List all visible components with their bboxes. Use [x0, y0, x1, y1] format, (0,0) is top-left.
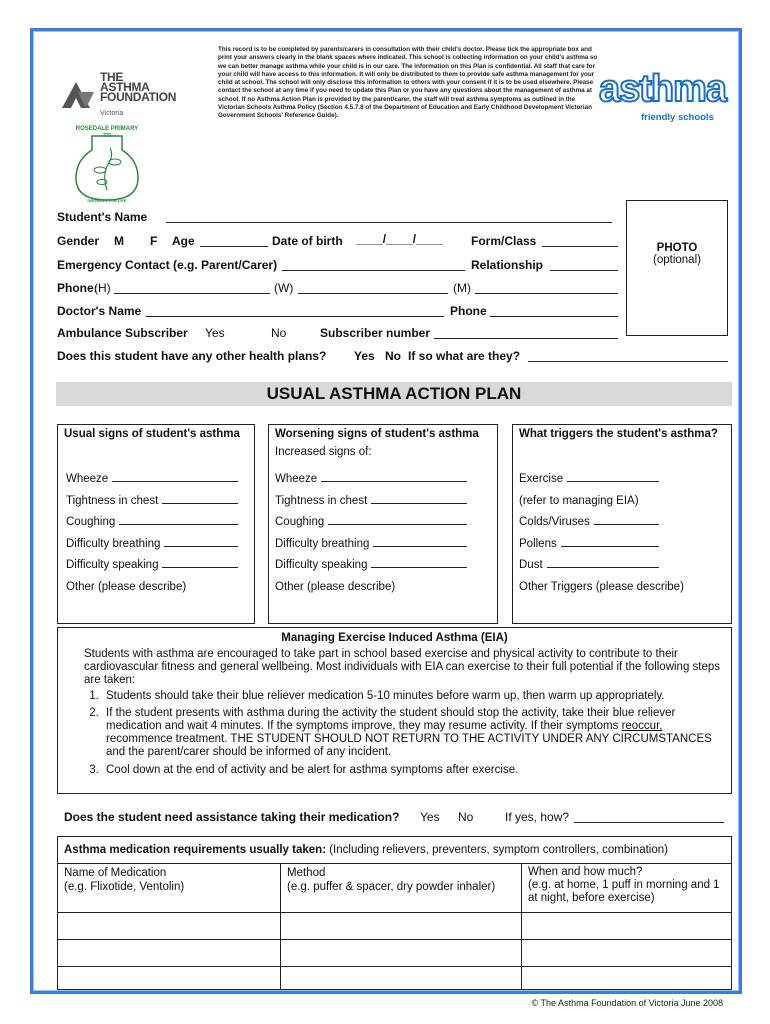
- worsening-sign-item[interactable]: [275, 469, 467, 491]
- ambulance-yes-option[interactable]: Yes: [205, 326, 225, 340]
- worsening-sign-item-field[interactable]: [328, 514, 467, 525]
- usual-sign-item-label: Difficulty breathing: [66, 537, 161, 550]
- photo-box[interactable]: [626, 200, 728, 336]
- worsening-signs-box: [268, 424, 498, 624]
- usual-sign-item-field[interactable]: [119, 514, 238, 525]
- copyright: © The Asthma Foundation of Victoria June 2008: [531, 998, 723, 1008]
- photo-optional-label: (optional): [653, 254, 701, 266]
- worsening-sign-item-label: Coughing: [275, 516, 325, 528]
- dob-label: Date of birth: [272, 234, 343, 248]
- assist-yes-option[interactable]: Yes: [420, 810, 440, 824]
- usual-sign-item-label: Wheeze: [66, 473, 109, 485]
- eia-step-2: [102, 707, 724, 760]
- gender-f-option[interactable]: F: [150, 234, 158, 248]
- worsening-sign-item[interactable]: [275, 491, 467, 513]
- student-name-label: Student's Name: [57, 210, 148, 224]
- subscriber-number-label: Subscriber number: [320, 326, 431, 340]
- worsening-sign-item-field[interactable]: [371, 557, 467, 568]
- phone-home-field[interactable]: [114, 281, 270, 294]
- worsening-sign-item-label: Tightness in chest: [275, 494, 368, 507]
- usual-sign-item-field[interactable]: [164, 536, 238, 547]
- afs-word: asthma: [599, 68, 727, 110]
- eia-step-3: 3. Cool down at the end of activity and be alert for asthma symptoms after exercise.: [102, 764, 724, 777]
- worsening-sign-item[interactable]: [275, 534, 467, 556]
- medication-col-name-title: Name of Medication: [64, 867, 167, 879]
- phone-work-label: (W): [274, 281, 294, 295]
- medication-entry-cell[interactable]: [58, 913, 281, 940]
- trigger-item[interactable]: [519, 534, 684, 556]
- medication-heading-row: [58, 837, 732, 864]
- worsening-sign-item[interactable]: [275, 512, 467, 534]
- health-plans-if-so-label: If so what are they?: [408, 349, 521, 363]
- trigger-item-field[interactable]: [547, 557, 659, 568]
- usual-sign-item-label: Coughing: [66, 516, 116, 528]
- usual-signs-title: Usual signs of student's asthma: [64, 428, 240, 440]
- health-plans-yes-option[interactable]: Yes: [354, 349, 375, 363]
- eia-body: [84, 648, 724, 781]
- medication-entry-cell[interactable]: [281, 967, 522, 990]
- trigger-item[interactable]: [519, 555, 684, 577]
- medication-entry-cell[interactable]: [281, 940, 522, 967]
- worsening-sign-item-field[interactable]: [373, 536, 467, 547]
- usual-sign-item-field[interactable]: [112, 471, 238, 482]
- usual-sign-item[interactable]: [66, 577, 238, 599]
- trigger-item-label: Pollens: [519, 537, 557, 550]
- medication-col-when: [522, 864, 732, 913]
- medication-entry-cell[interactable]: [522, 940, 732, 967]
- medication-entry-cell[interactable]: [522, 967, 732, 990]
- eia-title: Managing Exercise Induced Asthma (EIA): [281, 632, 508, 644]
- trigger-item[interactable]: [519, 577, 684, 599]
- phone-mobile-label: (M): [453, 281, 471, 295]
- medication-col-method: [281, 864, 522, 913]
- trigger-item-field[interactable]: [594, 514, 659, 525]
- usual-signs-list: [66, 469, 238, 598]
- trigger-item-field[interactable]: [561, 536, 659, 547]
- trigger-item-label: Exercise: [519, 473, 564, 485]
- triggers-title: What triggers the student's asthma?: [519, 428, 718, 440]
- age-field[interactable]: [200, 234, 268, 247]
- doctor-name-label: Doctor's Name: [57, 304, 142, 318]
- worsening-sign-item[interactable]: [275, 577, 467, 599]
- usual-sign-item-field[interactable]: [162, 493, 238, 504]
- medication-col-name-sub: (e.g. Flixotide, Ventolin): [64, 881, 185, 893]
- medication-heading-rest: (Including relievers, preventers, symptom controllers, combination): [326, 844, 668, 856]
- age-label: Age: [172, 234, 195, 248]
- ambulance-no-option[interactable]: No: [271, 326, 287, 340]
- eia-step-1: 1. Students should take their blue reliever medication 5-10 minutes before warm up, then warm up appropriately.: [102, 690, 724, 703]
- asthma-foundation-logo: [60, 72, 190, 120]
- emergency-contact-label: Emergency Contact (e.g. Parent/Carer): [57, 258, 278, 272]
- medication-col-method-title: Method: [287, 867, 326, 879]
- relationship-field[interactable]: [550, 258, 618, 271]
- medication-entry-cell[interactable]: [58, 967, 281, 990]
- medication-entry-cell[interactable]: [522, 913, 732, 940]
- foundation-line-1: THE: [100, 70, 124, 84]
- ambulance-label: Ambulance Subscriber: [57, 326, 188, 340]
- trigger-item-label: Dust: [519, 559, 543, 571]
- eia-step-2-part-a: If the student presents with asthma during the activity the student should stop the activity, take their blue reliever medication and wait 4 minutes. If the symptoms improve, they may resume activity. If their symptoms: [106, 706, 676, 733]
- trigger-item-field[interactable]: [567, 471, 659, 482]
- doctor-phone-field[interactable]: [490, 304, 618, 317]
- trigger-item[interactable]: [519, 491, 684, 513]
- plan-heading: USUAL ASTHMA ACTION PLAN: [266, 384, 522, 403]
- emergency-contact-field[interactable]: [282, 258, 465, 271]
- worsening-signs-list: [275, 469, 467, 598]
- health-plans-no-option[interactable]: No: [385, 349, 401, 363]
- foundation-line-3: FOUNDATION: [100, 90, 177, 104]
- intro-text: This record is to be completed by parents/carers in consultation with their child's doctor. Please tick the appropriate box and print your answers clearly in the blank spaces where indicated. This school is collecting information on your child's asthma so we can better manage asthma while your child is in our care. The information on this Plan is confidential. All staff that care for your child will have access to this information. It will only be distributed to them to provide safe asthma management for your child at school. The school will only disclose this information to others with your consent if it is to be used elsewhere. Please contact the school at any time if you need to update this Plan or you have any questions about the management of asthma at school. If no Asthma Action Plan is provided by the parent/carer, the staff will treat asthma symptoms as outlined in the Victorian Schools Asthma Policy (Section 4.5.7.8 of the Department of Education and Early Childhood Development Victorian Government Schools' Reference Guide).: [218, 46, 598, 119]
- worsening-signs-subtitle: Increased signs of:: [275, 446, 372, 458]
- assist-question: Does the student need assistance taking their medication?: [64, 810, 400, 824]
- doctor-phone-label: Phone: [450, 304, 487, 318]
- foundation-mark-icon: [60, 78, 96, 114]
- form-class-field[interactable]: [542, 234, 618, 247]
- assist-how-field[interactable]: [574, 810, 724, 823]
- medication-col-when-sub: (e.g. at home, 1 puff in morning and 1 at night, before exercise): [528, 879, 720, 904]
- usual-sign-item-field[interactable]: [162, 557, 238, 568]
- health-plans-field[interactable]: [528, 349, 728, 362]
- gender-m-option[interactable]: M: [114, 234, 124, 248]
- school-crest: [64, 120, 150, 204]
- relationship-label: Relationship: [471, 258, 544, 272]
- doctor-name-field[interactable]: [146, 304, 444, 317]
- usual-sign-item[interactable]: [66, 555, 238, 577]
- phone-label: Phone:: [57, 281, 98, 295]
- eia-intro: Students with asthma are encouraged to take part in school based exercise and physical activity to contribute to their cardiovascular fitness and general wellbeing. Most individuals with EIA can exercise to their full potential if the following steps are taken:: [84, 648, 721, 687]
- eia-step-2-part-b: recommence treatment. THE STUDENT SHOULD NOT RETURN TO THE ACTIVITY UNDER ANY CIRCUMSTANCES and the parent/carer should be informed of any incident.: [106, 733, 712, 759]
- triggers-list: [519, 469, 684, 598]
- phone-work-field[interactable]: [298, 281, 448, 294]
- student-name-row: [57, 210, 147, 224]
- medication-table: [57, 836, 732, 990]
- medication-entry-cell[interactable]: [281, 913, 522, 940]
- plan-heading-bar: [56, 382, 732, 406]
- foundation-state: Victoria: [100, 110, 124, 117]
- worsening-sign-item-field[interactable]: [371, 493, 467, 504]
- worsening-sign-item-label: Difficulty speaking: [275, 559, 368, 571]
- school-number: 770: [102, 133, 112, 139]
- trigger-item[interactable]: [519, 469, 684, 491]
- trigger-item-label: Other Triggers (please describe): [519, 580, 684, 593]
- usual-sign-item-label: Tightness in chest: [66, 494, 159, 507]
- medication-entry-row: [58, 967, 732, 990]
- trigger-item[interactable]: [519, 512, 684, 534]
- dob-field[interactable]: ____/____/____: [356, 232, 443, 246]
- medication-col-name: [58, 864, 281, 913]
- phone-mobile-field[interactable]: [475, 281, 618, 294]
- usual-sign-item-label: Difficulty speaking: [66, 559, 159, 571]
- triggers-box: [512, 424, 732, 624]
- medication-entry-row: [58, 913, 732, 940]
- photo-label: PHOTO: [656, 242, 698, 254]
- medication-entry-cell[interactable]: [58, 940, 281, 967]
- health-plans-label: Does this student have any other health plans?: [57, 349, 327, 363]
- trigger-item-label: (refer to managing EIA): [519, 494, 639, 507]
- worsening-sign-item-label: Other (please describe): [275, 580, 396, 593]
- assist-how-label: If yes, how?: [505, 810, 570, 824]
- medication-col-method-sub: (e.g. puffer & spacer, dry powder inhaler): [287, 881, 496, 893]
- worsening-sign-item-label: Difficulty breathing: [275, 537, 370, 550]
- eia-steps: [84, 690, 724, 777]
- medication-entry-row: [58, 940, 732, 967]
- subscriber-number-field[interactable]: [434, 326, 618, 339]
- worsening-signs-title: Worsening signs of student's asthma: [275, 428, 479, 440]
- eia-step-2-underlined: reoccur,: [621, 720, 663, 733]
- gender-label: Gender: [57, 234, 100, 248]
- medication-heading-bold: Asthma medication requirements usually taken:: [64, 844, 327, 856]
- usual-sign-item[interactable]: [66, 491, 238, 513]
- form-class-label: Form/Class: [471, 234, 537, 248]
- medication-col-when-title: When and how much?: [528, 866, 643, 878]
- phone-home-label: (H): [94, 281, 111, 295]
- usual-sign-item[interactable]: [66, 512, 238, 534]
- student-name-field[interactable]: [166, 210, 612, 223]
- afs-sub: friendly schools: [641, 112, 714, 123]
- usual-sign-item[interactable]: [66, 534, 238, 556]
- worsening-sign-item-field[interactable]: [321, 471, 467, 482]
- asthma-friendly-schools-logo: [595, 66, 727, 136]
- school-motto: GROWING FOR LIFE: [87, 198, 127, 203]
- usual-sign-item-label: Other (please describe): [66, 580, 187, 593]
- foundation-line-2: ASTHMA: [100, 80, 150, 94]
- eia-box: [57, 627, 732, 794]
- usual-sign-item[interactable]: [66, 469, 238, 491]
- gender-row: [57, 234, 99, 248]
- worsening-sign-item[interactable]: [275, 555, 467, 577]
- medication-columns-row: [58, 864, 732, 913]
- school-name: ROSEDALE PRIMARY: [75, 126, 139, 132]
- usual-signs-box: [57, 424, 255, 624]
- medication-heading-cell: [58, 837, 732, 864]
- assist-no-option[interactable]: No: [458, 810, 474, 824]
- trigger-item-label: Colds/Viruses: [519, 516, 590, 528]
- worsening-sign-item-label: Wheeze: [275, 473, 318, 485]
